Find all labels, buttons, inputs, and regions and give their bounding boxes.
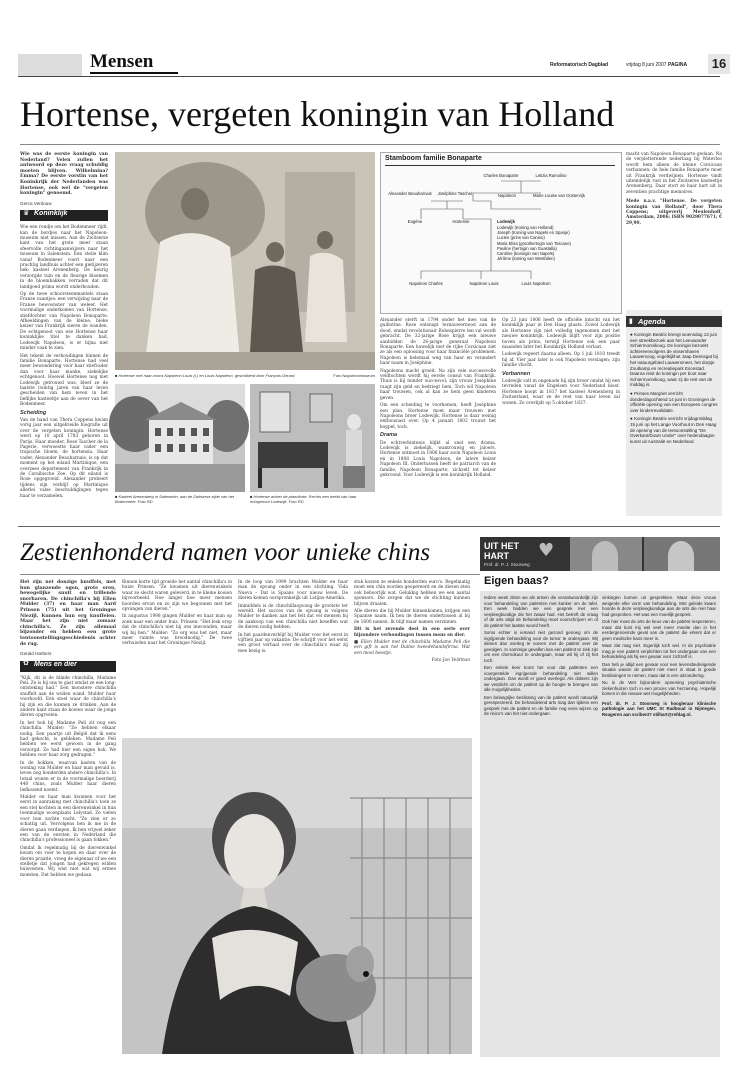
caption-marker: ■: [354, 640, 361, 646]
caption-marker: ■: [115, 494, 119, 499]
photo2-caption: [115, 494, 245, 504]
body-paragraph: Een belangrijke beslissing van de patiënt wordt natuurlijk gerespecteerd. De behandelend arts mag dan tijdens een gesprek met de patiënt en de familie nog eens wijzen op de risico's van het niet ondergaan.: [484, 694, 598, 716]
author-portrait-2: [644, 537, 720, 571]
body-paragraph: De echtverbintenis blijkt al snel een drama. Lodewijk is ziekelijk, wantrouwig en jaloers. Hortense ontmoet in 1806 haar zoon Napoleon Louis en in 1808 Louis Napoleon, de latere keizer Napoleon III. Ondertussen heeft de patriarch van de familie, Napoleon Bonaparte, zichzelf tot keizer gekroond. Voor Lodewijk is een koninkrijk Holland.: [380, 440, 496, 478]
caption-text: Hortense met haar zoons Napoleon Louis (l.) en Louis Napoleon, geschilderd door François Gérard.: [118, 373, 296, 378]
photo-credit: Foto RD: [137, 499, 153, 504]
painting-illustration: [115, 152, 375, 370]
bio-note: Mede n.a.v. "Hortense. De vergeten koningin van Holland", door Thera Coppens; uitgeverij Meulenhoff, Amsterdam, 2006; ISBN 9029077671; € 29,90.: [626, 199, 722, 226]
body-paragraph: Van de hand van Thera Coppens kwam vorig jaar een uitgebreide biografie uit over de vergeten koningin. Hortense werd op 10 april 1783 geboren in Parijs. Haar moeder, Rose Tascher de la Pagerie, verwoestte haar vader een tropische bloem, de hortensia. Haar vader, Alexander Beauharnais, is op dat moment op het eiland Martinique, een overzees departement van Frankrijk in de Caraïbische Zee. Op dit eiland is Rose opgegroeid. Alexander probeert tijdens zijn verblijf op Martinique allerlei valse beschuldigingen tegen haar te verzamelen.: [20, 417, 108, 499]
body-paragraph: Wie een rondje om het Bodenmeer rijdt, kan de bordjes naar het Napoleon-museum niet missen. Aan de Zwitserse kant van het grote meer staan sfeervolle richtingaanwijzers naar het museum in Salenstein. Een steile klim vanaf Bodenmeer voert naar een prachtig landhuis achter een gietijzeren hek: kasteel Arenenberg. De keurig verzorgde tuin en de fleurige bloemen in de bloembakken verraden dat dit landgoed prima wordt onderhouden.: [20, 225, 108, 290]
body-paragraph: Mulder en haar man kwamen voor het eerst in aanraking met chinchilla's toen ze een stel kochten in een dierenwinkel in hun toenmalige woonplaats Lelystad. Ze vielen voor hun zachte vacht. "Ze zien er zo schattig uit. Vervolgens ben ik me in de dieren gaan verdiepen. Ik ben vrijwel zeker een van de eersten in Nederland die chinchilla's professioneel is gaan fokken.": [20, 795, 116, 844]
body-paragraph: Op 23 juni 1806 heeft de officiële intocht van het koninklijk paar in Den Haag plaats. Zowel Lodewijk als Hortense zijn niet volledig ingenomen met het nieuwe koninkrijk. Lodewijk blijft voor zijn positie boven als prins, terwijl Hortense ook een paar maanden later het Koninkrijk Holland verlaat.: [502, 318, 620, 351]
body-paragraph: Alle dieren die bij Mulder binnenkomen, krijgen een Spaanse naam. Ik ben de dieren ondertussen al bij de 1600 namen. Ik blijf maar namen verzinnen.: [354, 609, 470, 625]
body-paragraph: Dan heb je altijd een gevaar voor een levensbedreigende situatie waarin de patiënt niet meer in staat is goede beslissingen te nemen, maar dat is een uitzondering.: [602, 661, 716, 678]
body-paragraph: Soms echter is iemand niet gezond genoeg om de ingrijpende behandeling voor de tumor te ondergaan. Wij dienen dan overleg te voeren met de patiënt over de gevolgen. In sommige gevallen kan een patiënt te ziek zijn om een chemokuur te ondergaan, maar wil hij of zij het toch.: [484, 630, 598, 663]
rubric-mens-en-dier: [20, 658, 116, 672]
tree-sibling: Lodewijk (Koning van Holland): [497, 225, 554, 230]
crown-icon: ♛: [23, 209, 30, 218]
tree-sibling: Caroline (koningin van Napels): [497, 251, 555, 257]
hart-banner-label: UIT HET HART: [484, 541, 519, 561]
author-portrait-1: [570, 537, 642, 571]
tree-node: Lodewijk: [497, 219, 515, 224]
section-rule: [90, 72, 178, 74]
article2-col3: [238, 580, 348, 734]
photo-credit: Foto Napoleonmuseum: [333, 373, 375, 378]
tree-node: Napoleon Charles: [409, 281, 443, 286]
photo1-caption: [115, 373, 375, 378]
piano-photo: [250, 384, 375, 492]
body-paragraph: Nu is de Wet bijzondere opneming psychiatrische ziekenhuizen toch in een proces van herziening. Hopelijk komen in die nieuwe wet mogelijkheden.: [602, 680, 716, 696]
body-paragraph: Omdat ik regelmatig bij de dierenwinkel kwam om voer te kopen en daar over de dieren praatte, vroeg de eigenaar of we een stelletje dat jongen had gekregen wilden huisvesten. Wij wist niet wat wij ermee moesten. Dat hebben we gedaan.: [20, 845, 116, 878]
tree-node: Napoleon: [498, 193, 516, 198]
body-paragraph: Lodewijk regeert daarna alleen. Op 1 juli 1810 treedt hij af. Vier jaar later is ook Napoleon verslagen; zijn familie vlucht.: [502, 352, 620, 369]
page-label: PAGINA: [667, 62, 688, 68]
agenda-list: [630, 332, 718, 444]
date-label: [626, 62, 687, 68]
heart-icon: ♥: [538, 540, 555, 561]
paw-icon: ✿: [23, 658, 29, 667]
agenda-bullet-icon: ▮: [629, 317, 633, 325]
agenda-item-text: Koningin Beatrix verricht vrijdagmiddag 15 juni op het Lange Voorhout in Den Haag de opening van de tentoonstelling "De Overkant/Down Under" over hedendaagse kunst uit Australië en Nederland.: [630, 416, 717, 444]
article1-col5: [626, 152, 722, 306]
castle-illustration: [115, 384, 245, 492]
tree-sibling: Maria Elisa (groothertogin van Toscane): [497, 240, 571, 246]
body-paragraph: "Kijk, dit is de blinde chinchilla, Madame Peli. Ze is bij ons te gast omdat ze een long-ontsteking had." Een monstere chinchilla snuffelt aan de wollen wand. Mulder haar voorhoofd. Een stoel waar de chinchilla's bij zijn en die kunnen ze drinken. Aan de andere kant staan de kooien waar de jonge dieren opgroeien.: [20, 675, 116, 719]
body-paragraph: Maar dat mag niet. Eigenlijk toch wel. In de psychiatrie mag je een patiënt verplichten tot het ondergaan van een behandeling als hij een gevaar voor zichzelf is.: [602, 643, 716, 659]
family-tree: [380, 152, 622, 314]
castle-photo: [115, 384, 245, 492]
rubric-koninklijk: [20, 210, 108, 221]
body-paragraph: Binnen korte tijd groeide het aantal chinchilla's in huize Prinsen. "Ze kwamen uit dierenwinkels waar ze slecht waren geleverd, in te kleine kooien bijvoorbeeld. Hoe langer hoe meer mensen hoorden ervan en zo zijn we begonnen met het opvangen van dieren.": [122, 580, 232, 613]
body-paragraph: Om een scheiding te voorkomen, heeft Joséphine een plan. Hortense moet maar trouwen met Napoleons broer Lodewijk. Hortense is daar weinig enthousiast over. Op 4 januari 1802 trouwt het koppel, toch.: [380, 403, 496, 430]
agenda-item: [630, 416, 718, 444]
avatar: [668, 541, 694, 571]
tree-node: Charles Bonaparte: [483, 173, 519, 178]
lead: Wie was de eerste koningin van Nederland? Velen zullen het antwoord op deze vraag schuldig moeten blijven. Wilhelmina? Emma? De eerste vorstin van het Koninkrijk der Nederlanden was Hortense, ook wel de "vergeten koningin" genoemd.: [20, 152, 108, 197]
photo3-caption: [250, 494, 375, 504]
hart-col1: [484, 595, 598, 1053]
tree-node: Eugène: [407, 219, 423, 224]
agenda-item-text: Koningin Beatrix brengt woensdag 13 juni een streekbezoek aan het Leeuwarder Schiermonnikoog. De koningin bezoekt achtereenvolgens de vissershaven Lauwersoog, vogelkijkhut Jaap Deensgat bij het natuurgebied Lauwersmeer, het dorpje Zoutkamp en recreatiepark Esonstad. Daarna reist de koningin per boot naar Schiermonnikoog, waar zij de rest van de middag is.: [630, 332, 718, 388]
photo-credit: Foto RD: [288, 499, 304, 504]
bullet-icon: ●: [630, 416, 634, 422]
body-paragraph: Napoleons macht groeit. Na zijn vele successvolle veldtochten wordt hij eerste consul van Frankrijk. Thuis is hij minder succesvol; zijn vrouw Joséphine raagt zijn geld en bedriegt hem. Toch wil Napoleon haar trouwen, ook al kan ze hem geen kinderen geven.: [380, 368, 496, 401]
chinchilla-illustration: [122, 738, 472, 1054]
piano-illustration: [250, 384, 375, 492]
hart-banner: [480, 537, 720, 571]
article1-col4: [502, 318, 620, 486]
tree-sibling-list: [497, 225, 617, 261]
tree-node: Alexander Beauharnais: [388, 191, 432, 196]
subhead: Scheiding: [20, 409, 47, 416]
tree-node: Louis Napoleon: [521, 281, 551, 286]
painting-photo: [115, 152, 375, 370]
lead: Het zijn net donzige knuffels, met hun glanzende ogen, grote oren, bewegelijke snuit en trillende snorharen. De chinchilla's bij Ellen Mulder (37) en haar man Aard Prinsen (75) uit het Groningse Niezijl. Kunnen hun erg knuffelen. Maar het zijn niet zomaar chinchilla's. Ze zijn allemaal bijzonder en hebben een grote tentoonstellingsgeschiedenis achter de rug.: [20, 580, 116, 647]
body-paragraph: Lodewijk valt in ongenade bij zijn broer omdat hij een tevreden vanaf de Engelsen voor Nederland kiest. Hortense koopt in 1817 het kasteel Arenenberg in Zwitserland, waar ze de rest van haar leven zal wonen. Ze overlijdt op 5 oktober 1837.: [502, 379, 620, 406]
article2-col1: [20, 580, 116, 1050]
subhead: Drama: [380, 432, 398, 439]
tree-sibling: Jérôme (koning van Westfalen): [497, 256, 555, 262]
article2-col4: [354, 580, 470, 734]
bullet-icon: ●: [630, 332, 634, 337]
byline: Gerald Harbers: [20, 651, 52, 657]
body-paragraph: Alexander sterft in 1794 onder het mes van de guillotine. Rose ontsnapt ternauwernood aan de dood, omdat revolutionair Robespierre ten val wordt gebracht. De 32-jarige Rose krijgt een nieuwe aanbidder: de 26-jarige generaal Napoleon Bonaparte. Een huwelijk met de rijke Corsicaan ziet ze als een oplossing voor haar financiële problemen. Napoleon is helemaal weg van haar en verandert haar naam in Joséphine.: [380, 318, 496, 367]
caption-text: Hortense achter de pianoforte. Rechts een beeld van haar echtgenoot Lodewijk.: [250, 494, 357, 504]
body-paragraph: stuk kosten ze enkele honderden euro's. Regelmatig moet een chin worden geopereerd en de dieren eten ook behoorlijk wat. Gelukkig hebben we een aantal sponsors. Die zorgen dat we de stichting kunnen blijven draaien.: [354, 580, 470, 607]
headline: Hortense, vergeten koningin van Holland: [20, 94, 615, 134]
tree-node: Napoleon Louis: [469, 281, 499, 286]
body-paragraph: Het tekent de verhoudingen binnen de familie Bonaparte. Hortense had veel meer bewondering voor haar stiefvader dan voor haar manke, ziekelijke echtgenoot. Hoewel Hortense nog met Lodewijk getrouwd was, bleef ze de laatste twintig jaren van haar leven gescheiden van hem leven in het lieflijke kasteeltje aan de oever van het Bodenmeer.: [20, 353, 108, 408]
body-paragraph: In het hok bij Madame Peli zit nog een chinchilla. Mulder: "Ze hebben elkaar nodig. Een paartje uit België dat ik eens had gekocht, is gebleken. Madame Peli hebben we eerst gewoon in de gang verzorgd. Ze had hier een eigen hok. We hebben voor haar zorg gedragen.": [20, 720, 116, 759]
body-paragraph: vinkingen komen uit gesprekken. Maar deze vrouw weigerde elke vorm van behandeling. Met geleide kwam hoorde ik deze verpleegkundige aan de arts die met haar had gesproken. Het was een moeilijk gesprek.: [602, 595, 716, 617]
body-paragraph: In de loop van 1999 brachten Mulder en haar man de opvang onder in een stichting. Vida Nueva – Dat is Spaans voor nieuw leven. De dieren komen oorspronkelijk uit Latijns-Amerika.: [238, 580, 348, 602]
caption-marker: ■: [115, 373, 119, 378]
body-paragraph: In de hokken, waarvan kasten van de woning van Mulder en haar man gevuld is, leven nog honderden andere chinchilla's. In totaal wonen er in de voormalige boerderij 440 chins, zoals Mulder haar dieren liefkozend noemt.: [20, 760, 116, 793]
body-paragraph: In augustus 1998 gingen Mulder en haar man op zoek naar een ander huis. Prinsen: "Het lesk erop dat de chinchilla's niet bij ons inwoonden, maar wij bij hen." Mulder: "Zo erg was het niet, maar meer ruimte was broodnodig." De twee verhuisden naar het Groningse Niezijl.: [122, 614, 232, 647]
date: vrijdag 8 juni 2007: [626, 62, 667, 68]
caption-marker: ■: [250, 494, 254, 499]
agenda-item: [630, 391, 718, 413]
agenda-box: [626, 310, 722, 516]
tree-node: Letizia Ramolino: [535, 173, 567, 178]
byline: Gerca Verdouw: [20, 200, 52, 206]
headline-2: Zestienhonderd namen voor unieke chins: [20, 539, 431, 566]
agenda-header: [626, 316, 722, 327]
hart-col2: [602, 595, 716, 1053]
article1-col3: [380, 318, 496, 486]
headline-rule: [20, 144, 720, 145]
article2-col2: [122, 580, 232, 734]
tree-sibling: Joseph (Koning van Napels en Spanje): [497, 230, 570, 236]
tree-sibling: Pauline (hertogin van Guastalla): [497, 245, 557, 251]
article-divider: [18, 526, 720, 527]
tree-title: Stamboom familie Bonaparte: [385, 155, 482, 162]
avatar: [592, 541, 618, 571]
paper-name: Reformatorisch Dagblad: [550, 62, 609, 68]
tree-node: Marie Louise van Oostenrijk: [533, 193, 585, 198]
author-signature: Prof. dr. P. J. Stoorweg is hoogleraar klinische pathologie aan het UMC St Radboud in Nijmegen. Reageren aan scribent? stilhart@refdag.nl.: [602, 700, 716, 717]
rubric-label: Koninklijk: [34, 210, 68, 218]
bullet-icon: ●: [630, 390, 634, 396]
body-paragraph: Een enkele keer komt het voor dat patiënten een voorgestelde ingrijpende behandeling niet willen ondergaan. Dan wordt er goed overlegd. Als dokters zijn we verplicht om de patiënt op de hoogte te brengen van alle mogelijkheden.: [484, 665, 598, 692]
chinchilla-photo: [122, 738, 472, 1054]
agenda-item: [630, 332, 718, 388]
body-paragraph: Ook hier moet de arts de keus van de patiënt respecteren, maar dat kost mij wel veel meer moeite dan in het eerdergenoemde geval van de patiënt die erkent dat er geen medische kans meer is.: [602, 619, 716, 641]
tree-sibling: Lucien (prins van Canino): [497, 235, 545, 241]
body-paragraph: In het paardenverblijf bij Mulder voor het eerst in vijftien jaar op vakantie. De schrijft voor het eerst een groot verhaal over de chinchilla's waar zij mee bezig is.: [238, 632, 348, 654]
masthead-rule: [18, 76, 720, 77]
agenda-item-text: Prinses Margriet verricht donderdagochtend 14 juni in Groningen de officiële opening van een Europees congres over kinderrevalidatie.: [630, 390, 718, 413]
hart-author: Prof. dr. P. J. Stoorweg: [484, 562, 530, 567]
hart-box: [480, 537, 720, 1057]
hart-question: Eigen baas?: [484, 575, 549, 587]
rubric-label: Mens en dier: [34, 660, 77, 668]
body-paragraph: Iedere week zitten we als artsen die verantwoordelijk zijn voor behandeling van patiënten met kanker om de tafel. Een week hadden we een gesprek met een verpleegkundige die het zwaar had. Het betreft de vraag of de arts altijd de behandeling moet voorschrijven en of de patiënt het laatste woord heeft.: [484, 595, 598, 628]
body-paragraph: macht van Napoleon Bonaparte gedaan. Na de verpletterende nederlaag bij Waterloo wordt hem alleen de kleine Corsicaan verbannen; de hele familie Bonaparte moet uit Frankrijk verdwijnen. Hortense vindt uiteindelijk rust in het Zwitserse kasteeltje Arenenberg. Daar stort ze haar hart uit in zeventien prachtige memoires.: [626, 152, 722, 195]
tree-node: Hortense: [452, 219, 470, 224]
section-label: Mensen: [90, 51, 154, 72]
photo-caption: [354, 640, 470, 656]
photo-credit: Foto Jan Veldman: [431, 658, 470, 664]
article1-col1: [20, 152, 108, 499]
caption-text: Ellen Mulder met de chinchilla Madame Peli die een gift is aan het Duitse tweedehandsfirma. Wat een mooi beestje.: [354, 640, 470, 656]
section-label-bar: [18, 54, 82, 76]
caption-text: Kasteel Arenenberg in Salenstein, aan de Zwitserse zijde van het Bodenmeer.: [115, 494, 235, 504]
masthead: [18, 51, 727, 78]
agenda-title: Agenda: [638, 317, 666, 326]
tree-node: Joséphine Tascher: [437, 191, 473, 196]
series-note: Dit is het zevende deel in een serie over bijzondere verhoudingen tussen mens en dier.: [354, 627, 470, 638]
subhead: Verbannen: [502, 370, 531, 377]
page-number: 16: [708, 54, 730, 74]
body-paragraph: Op de twee schoorsteenmantels staan Franse vaantjes: een verwijzing naar de Franse bewoonster van weleer. Het voormalige onderkomen van Hortense, stiefdochter van Napoleon Bonaparte. Afbeeldingen van de kleine, bleke keizer van Frankrijk sieren de wanden. De echtgenoot van wie Hortense haar koninklijke titel te danken had, Lodewijk Napoleon, is er bijna niet minder vaak te zien.: [20, 292, 108, 352]
body-paragraph: Immiddels is de chinchillaopvang de grootste ter wereld. Het succes van de opvang is volgens Mulder te danken aan het feit dat vel mensen bij de aankoop van een chinchilla niet beseffen wat de dieren nodig hebben.: [238, 603, 348, 631]
headline-2-rule: [20, 574, 480, 575]
